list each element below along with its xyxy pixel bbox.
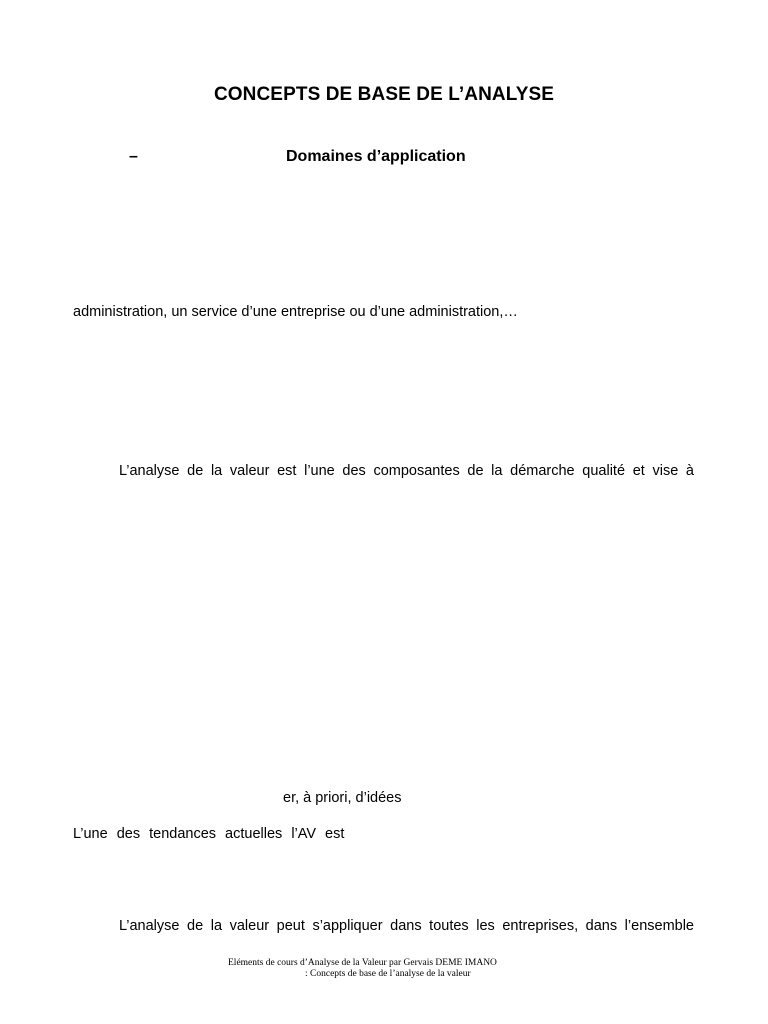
footer-line: Eléments de cours d’Analyse de la Valeur par Gervais DEME IMANO	[228, 958, 497, 968]
footer-line: : Concepts de base de l’analyse de la valeur	[305, 969, 471, 979]
paragraph-line: L’une des tendances actuelles l’AV est	[73, 826, 345, 842]
section-title: Domaines d’application	[286, 148, 466, 165]
paragraph-line: administration, un service d’une entreprise ou d’une administration,…	[73, 304, 518, 320]
paragraph-line: L’analyse de la valeur peut s’appliquer dans toutes les entreprises, dans l’ensemble	[119, 918, 694, 934]
paragraph-line: L’analyse de la valeur est l’une des composantes de la démarche qualité et vise à	[119, 463, 694, 479]
paragraph-line: er, à priori, d’idées	[283, 790, 402, 806]
section-dash: –	[129, 148, 138, 165]
page-title: CONCEPTS DE BASE DE L’ANALYSE	[213, 84, 555, 105]
